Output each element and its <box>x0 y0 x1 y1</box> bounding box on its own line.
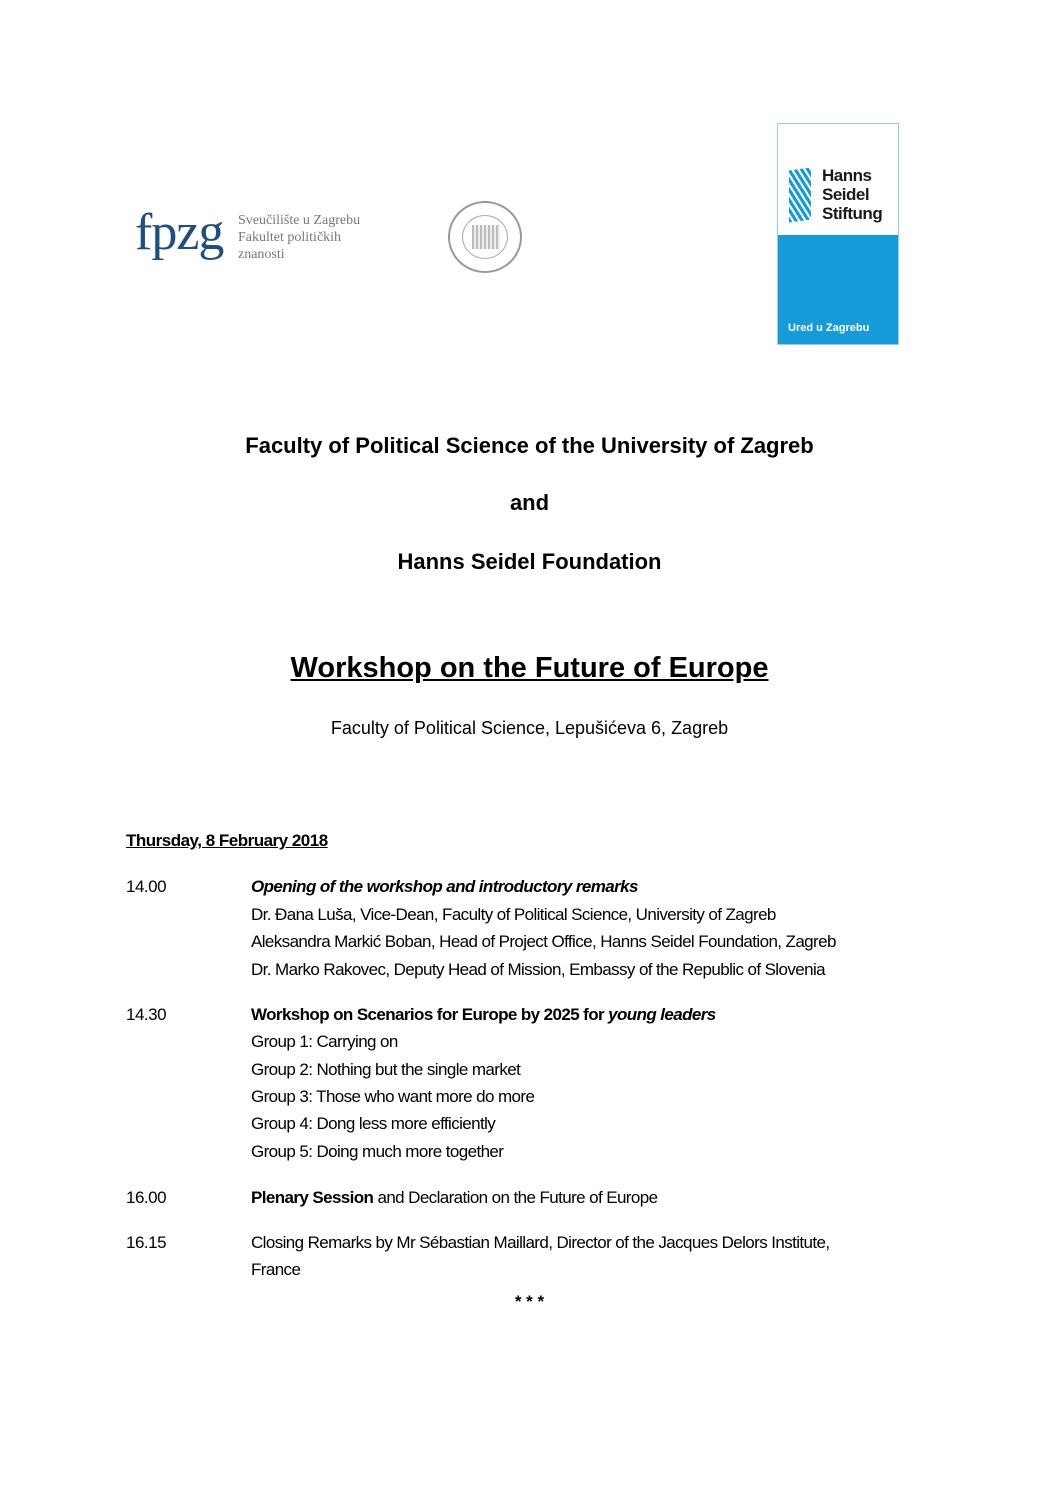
item-heading <box>251 1188 657 1208</box>
item-line: Group 3: Those who want more do more <box>251 1087 535 1106</box>
fpzg-logo-mark: fpzg <box>135 204 224 261</box>
programme-date: Thursday, 8 February 2018 <box>126 831 328 850</box>
end-mark: * * * <box>514 1292 545 1311</box>
hss-name-line: Stiftung <box>822 204 883 223</box>
time: 14.00 <box>126 877 167 896</box>
fpzg-line: Sveučilište u Zagrebu <box>238 213 361 228</box>
item-line: France <box>251 1260 301 1279</box>
hanns-seidel-logo <box>777 123 899 345</box>
time: 16.15 <box>126 1233 167 1252</box>
item-line: Group 5: Doing much more together <box>251 1142 504 1161</box>
organizer-1: Faculty of Political Science of the University of Zagreb <box>245 433 814 458</box>
time: 16.00 <box>126 1188 167 1207</box>
university-seal-logo <box>448 201 522 273</box>
page-title: Workshop on the Future of Europe <box>290 652 769 684</box>
item-line: Group 1: Carrying on <box>251 1032 398 1051</box>
hss-name <box>822 166 882 223</box>
item-line: Group 2: Nothing but the single market <box>251 1060 521 1079</box>
hss-office: Ured u Zagrebu <box>788 322 870 334</box>
and-text: and <box>509 490 550 515</box>
fpzg-line: Fakultet političkih <box>238 230 342 245</box>
fpzg-line: znanosti <box>238 247 285 262</box>
heading-bold: Plenary Session <box>251 1188 374 1207</box>
item-line: Dr. Marko Rakovec, Deputy Head of Mission, Embassy of the Republic of Slovenia <box>251 960 825 979</box>
heading-rest: and Declaration on the Future of Europe <box>373 1188 658 1207</box>
hss-stripes-icon <box>789 167 811 222</box>
time: 14.30 <box>126 1005 167 1024</box>
hss-name-line: Hanns <box>822 166 872 185</box>
item-line: Closing Remarks by Mr Sébastian Maillard, Director of the Jacques Delors Institute, <box>251 1233 830 1252</box>
organizer-2: Hanns Seidel Foundation <box>397 549 662 574</box>
item-heading <box>251 1005 716 1025</box>
venue: Faculty of Political Science, Lepušićeva 6, Zagreb <box>330 718 729 738</box>
fpzg-logo-text <box>238 212 360 263</box>
heading-italic: young leaders <box>608 1005 716 1024</box>
hss-name-line: Seidel <box>822 185 870 204</box>
item-line: Aleksandra Markić Boban, Head of Project Office, Hanns Seidel Foundation, Zagreb <box>251 932 836 951</box>
item-line: Group 4: Dong less more efficiently <box>251 1114 496 1133</box>
item-line: Dr. Đana Luša, Vice-Dean, Faculty of Political Science, University of Zagreb <box>251 905 776 924</box>
heading-text: Workshop on Scenarios for Europe by 2025 for <box>251 1005 609 1024</box>
item-heading: Opening of the workshop and introductory remarks <box>251 877 638 896</box>
